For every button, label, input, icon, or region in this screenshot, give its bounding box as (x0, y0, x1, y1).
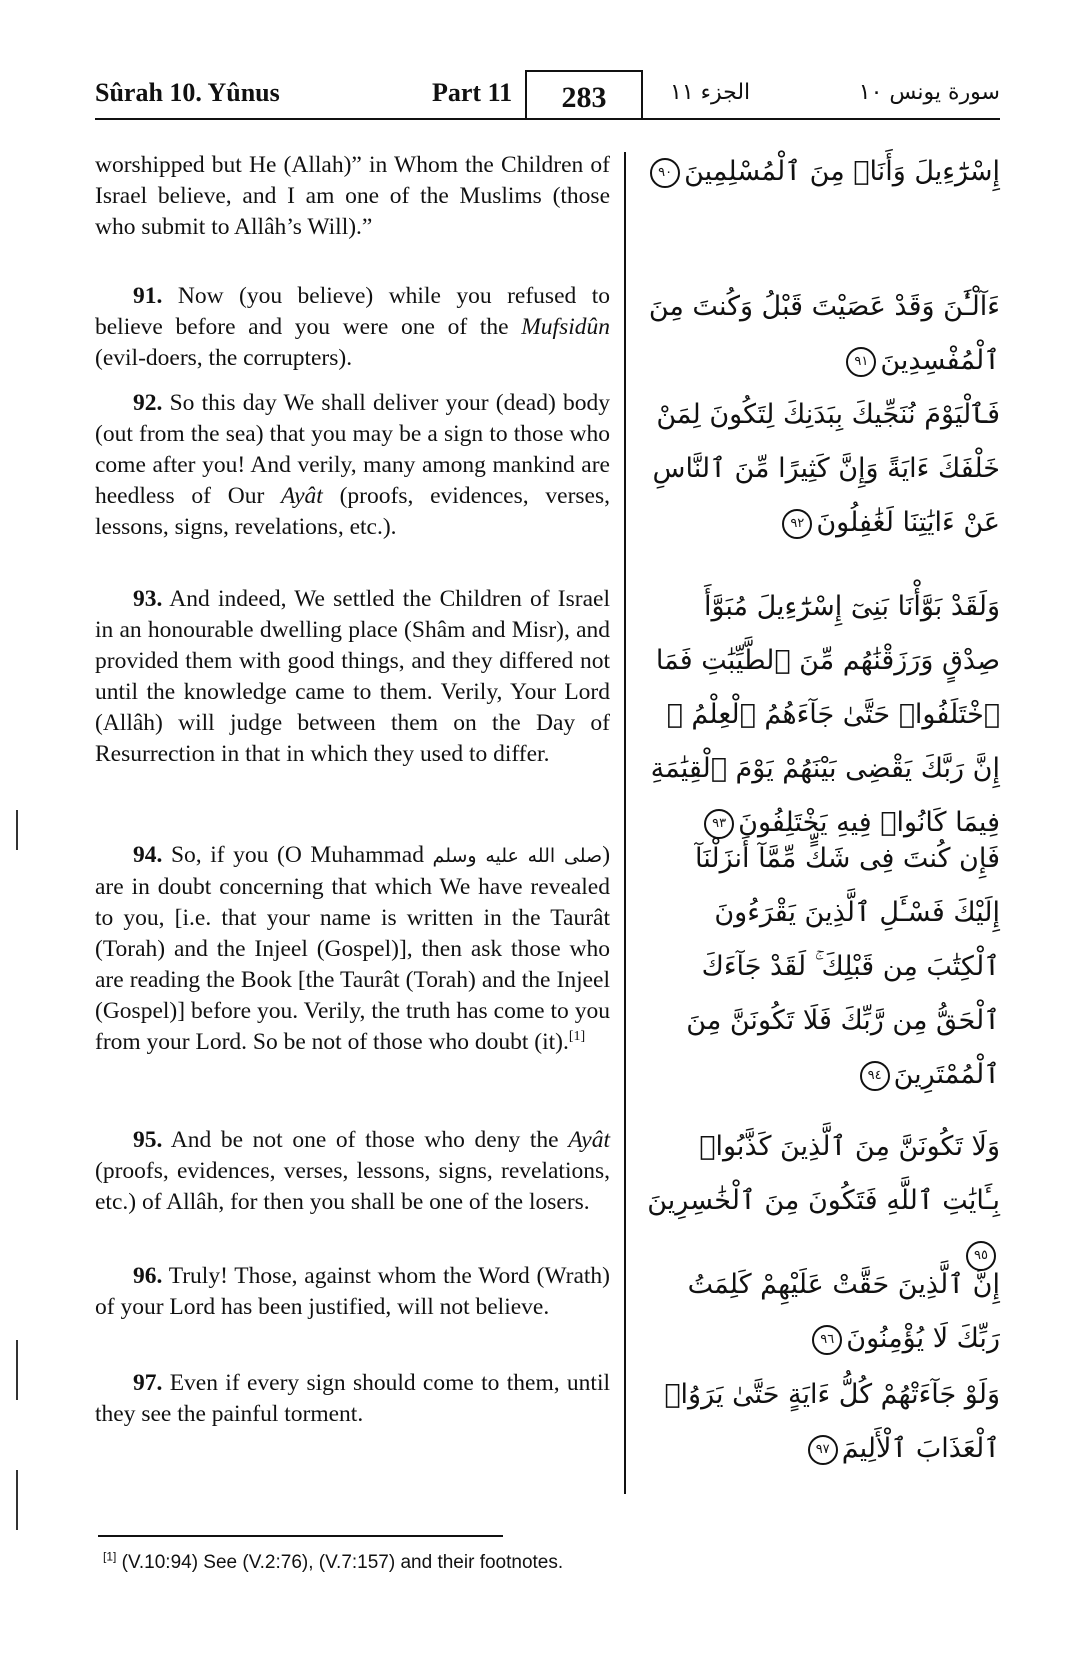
ayah-end-marker: ٩٤ (860, 1061, 890, 1091)
arabic-text: فَٱلْيَوْمَ نُنَجِّيكَ بِبَدَنِكَ لِتَكُونَ لِمَنْ خَلْفَكَ ءَايَةً وَإِنَّ كَثِيرًا مِّنَ ٱلنَّاسِ عَنْ ءَايَٰتِنَا لَغَٰفِلُونَ (652, 399, 1000, 538)
footnote (103, 1549, 564, 1574)
page-number: 283 (525, 70, 643, 118)
verse-93-ar (640, 580, 1000, 850)
verse-number: 93. (133, 586, 163, 612)
verse-number: 92. (133, 390, 163, 416)
verse-93-en (95, 584, 610, 770)
verse-text: So this day We shall deliver your (dead) body (out from the sea) that you may be a sign to those who come after you! And verily, many among mankind are heedless of Our (95, 390, 610, 509)
part-label-en: Part 11 (432, 78, 513, 107)
arabic-text: وَلَقَدْ بَوَّأْنَا بَنِىٓ إِسْرَٰٓءِيلَ مُبَوَّأَ صِدْقٍ وَرَزَقْنَٰهُم مِّنَ ٱلطَّيِّبَٰتِ فَمَا ٱخْتَلَفُوا۟ حَتَّىٰ جَآءَهُمُ ٱلْعِلْمُ ۚ إِنَّ رَبَّكَ يَقْضِى بَيْنَهُمْ يَوْمَ ٱلْقِيَٰمَةِ فِيمَا كَانُوا۟ فِيهِ يَخْتَلِفُونَ (650, 591, 1000, 838)
verse-number: 91. (133, 283, 163, 309)
header-rule (95, 118, 1000, 120)
arabic-text: وَلَا تَكُونَنَّ مِنَ ٱلَّذِينَ كَذَّبُوا۟ بِـَٔايَٰتِ ٱللَّهِ فَتَكُونَ مِنَ ٱلْخَٰسِرِينَ (647, 1131, 1000, 1216)
salawat-text: صلى الله عليه وسلم (432, 845, 603, 867)
verse-text: Now (you believe) while you refused to believe before and you were one of the (95, 283, 610, 340)
ayah-end-marker: ٩٠ (650, 158, 680, 188)
verse-text: (proofs, evidences, verses, lessons, signs, revelations, etc.) of Allâh, for then you shall be one of the losers. (95, 1158, 610, 1215)
verse-text: Truly! Those, against whom the Word (Wrath) of your Lord has been justified, will not believe. (95, 1263, 610, 1320)
verse-90-continuation-en (95, 150, 610, 243)
surah-title-en: Sûrah 10. Yûnus (95, 78, 280, 107)
verse-94-ar (640, 832, 1000, 1102)
verse-96-ar (640, 1258, 1000, 1366)
verse-text: (evil-doers, the corrupters). (95, 345, 353, 371)
ayah-end-marker: ٩٢ (782, 509, 812, 539)
verse-92-ar (640, 388, 1000, 550)
verse-91-ar (640, 280, 1000, 388)
scan-edge-mark (16, 810, 18, 850)
ayah-end-marker: ٩٧ (808, 1435, 838, 1465)
verse-91-en (95, 281, 610, 374)
verse-term: Ayât (281, 483, 323, 509)
surah-title-ar: سورة يونس ١٠ (858, 80, 1000, 105)
footnote-marker: [1] (103, 1549, 117, 1564)
verse-90-ar (640, 145, 1000, 199)
verse-text: ) are in doubt concerning that which We have revealed to you, [i.e. that your name is written in the Taurât (Torah) and the Injeel (Gospel)], then ask those who are reading the Book [the Taurât (Torah) and the Injeel (Gospel)] before you. Verily, the truth has come to you from your Lord. So be not of those who doubt (it). (95, 842, 611, 1055)
verse-92-en (95, 388, 610, 543)
arabic-text: ءَآلْـَٰٔنَ وَقَدْ عَصَيْتَ قَبْلُ وَكُنتَ مِنَ ٱلْمُفْسِدِينَ (648, 291, 1000, 376)
verse-text: And be not one of those who deny the (162, 1127, 569, 1153)
ayah-end-marker: ٩٣ (704, 809, 734, 839)
verse-96-en (95, 1261, 610, 1323)
verse-term: Mufsidûn (521, 314, 610, 340)
arabic-text: فَإِن كُنتَ فِى شَكٍّ مِّمَّآ أَنزَلْنَآ إِلَيْكَ فَسْـَٔلِ ٱلَّذِينَ يَقْرَءُونَ ٱلْكِتَٰبَ مِن قَبْلِكَ ۚ لَقَدْ جَآءَكَ ٱلْحَقُّ مِن رَّبِّكَ فَلَا تَكُونَنَّ مِنَ ٱلْمُمْتَرِينَ (686, 843, 1000, 1090)
juz-label-ar: الجزء ١١ (670, 80, 751, 105)
verse-number: 97. (133, 1370, 163, 1396)
footnote-rule (98, 1535, 503, 1537)
ayah-end-marker: ٩٦ (812, 1325, 842, 1355)
verse-95-en (95, 1125, 610, 1218)
verse-text: So, if you (O Muhammad (162, 842, 433, 868)
verse-text: And indeed, We settled the Children of Israel in an honourable dwelling place (Shâm and Misr), and provided them with good things, and they differed not until the knowledge came to them. Verily, Your Lord (Allâh) will judge between them on the Day of Resurrection in that in which they used to differ. (95, 586, 610, 767)
verse-90-text: worshipped but He (Allah)” in Whom the Children of Israel believe, and I am one of the Muslims (those who submit to Allâh’s Will).” (95, 152, 610, 240)
arabic-text: إِسْرَٰٓءِيلَ وَأَنَا۠ مِنَ ٱلْمُسْلِمِينَ (684, 156, 1000, 187)
ayah-end-marker: ٩١ (846, 347, 876, 377)
verse-text: (proofs, evidences, verses, lessons, signs, revelations, etc.). (95, 483, 611, 540)
scan-edge-mark (16, 1470, 18, 1530)
arabic-text: إِنَّ ٱلَّذِينَ حَقَّتْ عَلَيْهِمْ كَلِمَتُ رَبِّكَ لَا يُؤْمِنُونَ (687, 1269, 1000, 1354)
verse-text: Even if every sign should come to them, until they see the painful torment. (95, 1370, 610, 1427)
verse-94-en (95, 840, 610, 1058)
verse-number: 95. (133, 1127, 163, 1153)
ayah-end-marker: ٩٥ (966, 1241, 996, 1271)
scan-edge-mark (16, 1340, 18, 1400)
page-header (95, 70, 1000, 120)
footnote-text: (V.10:94) See (V.2:76), (V.7:157) and their footnotes. (116, 1552, 564, 1573)
verse-97-en (95, 1368, 610, 1430)
verse-number: 94. (133, 842, 163, 868)
verse-term: Ayât (568, 1127, 610, 1153)
column-divider (624, 152, 626, 1494)
verse-97-ar (640, 1368, 1000, 1476)
arabic-text: وَلَوْ جَآءَتْهُمْ كُلُّ ءَايَةٍ حَتَّىٰ يَرَوُا۟ ٱلْعَذَابَ ٱلْأَلِيمَ (664, 1379, 1000, 1464)
verse-number: 96. (133, 1263, 163, 1289)
footnote-ref: [1] (568, 1029, 586, 1045)
